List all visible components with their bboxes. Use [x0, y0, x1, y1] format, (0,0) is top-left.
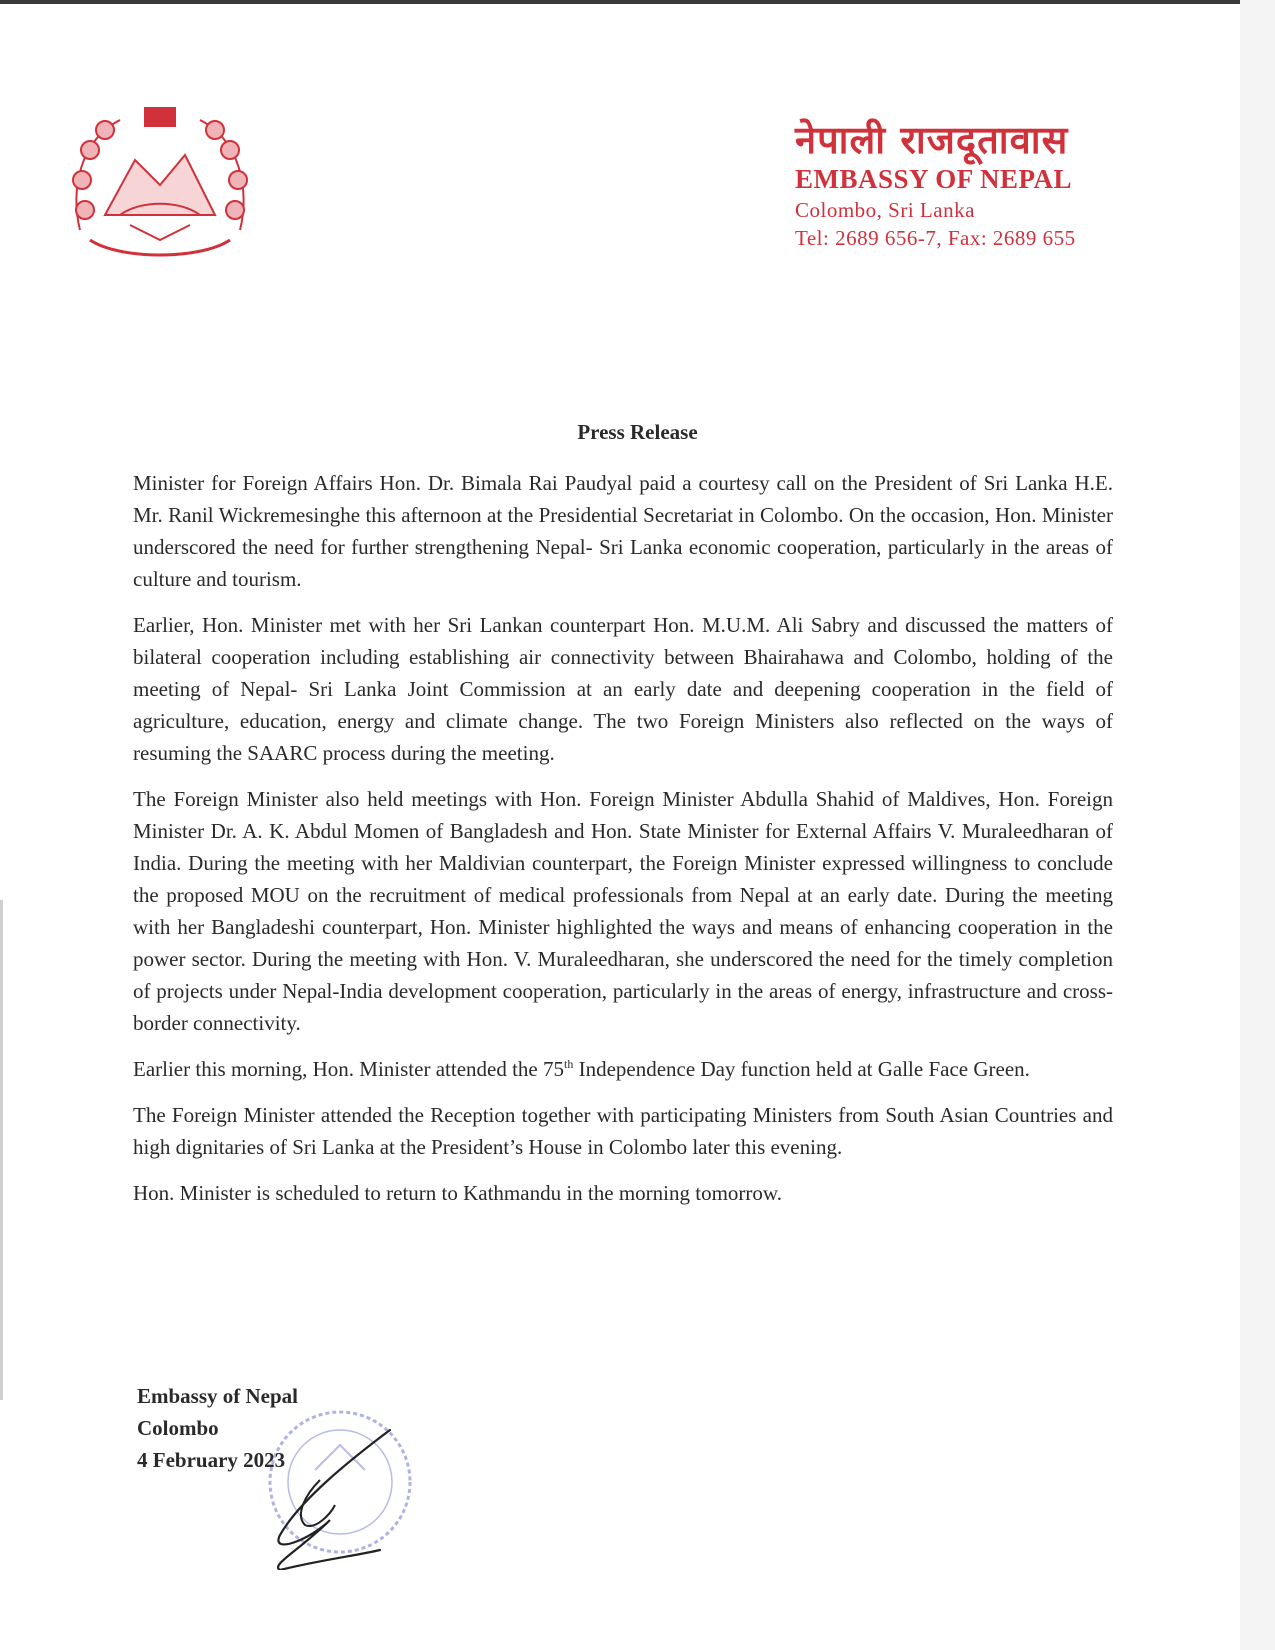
scan-top-edge	[0, 0, 1240, 4]
paragraph	[133, 1053, 1113, 1085]
letterhead-location: Colombo, Sri Lanka	[795, 198, 975, 222]
ordinal-suffix: th	[564, 1057, 574, 1071]
paragraph: Minister for Foreign Affairs Hon. Dr. Bimala Rai Paudyal paid a courtesy call on the President of Sri Lanka H.E. Mr. Ranil Wickremesinghe this afternoon at the Presidential Secretariat in Colombo. On the occasion, Hon. Minister underscored the need for further strengthening Nepal- Sri Lanka economic cooperation, particularly in the areas of culture and tourism.	[133, 471, 1113, 591]
letterhead-nepali-title: नेपाली राजदूतावास	[795, 118, 1069, 162]
letterhead-contact: Tel: 2689 656-7, Fax: 2689 655	[795, 226, 1076, 250]
paragraph-text: Earlier this morning, Hon. Minister attended the 75	[133, 1057, 564, 1081]
sign-off	[137, 1380, 298, 1476]
scan-right-margin	[1240, 0, 1275, 1650]
signoff-city: Colombo	[137, 1416, 219, 1440]
nepal-emblem-icon	[60, 100, 260, 270]
paragraph: Hon. Minister is scheduled to return to Kathmandu in the morning tomorrow.	[133, 1181, 782, 1205]
page-title: Press Release	[577, 420, 698, 444]
press-release-body	[133, 467, 1113, 1223]
signoff-organization: Embassy of Nepal	[137, 1384, 299, 1408]
paragraph: The Foreign Minister attended the Reception together with participating Ministers from South Asian Countries and high dignitaries of Sri Lanka at the President’s House in Colombo later this evening.	[133, 1103, 1113, 1159]
paragraph: The Foreign Minister also held meetings with Hon. Foreign Minister Abdulla Shahid of Maldives, Hon. Foreign Minister Dr. A. K. Abdul Momen of Bangladesh and Hon. State Minister for External Affairs V. Muraleedharan of India. During the meeting with her Maldivian counterpart, the Foreign Minister expressed willingness to conclude the proposed MOU on the recruitment of medical professionals from Nepal at an early date. During the meeting with her Bangladeshi counterpart, Hon. Minister highlighted the ways and means of enhancing cooperation in the power sector. During the meeting with Hon. V. Muraleedharan, she underscored the need for the timely completion of projects under Nepal-India development cooperation, particularly in the areas of energy, infrastructure and cross-border connectivity.	[133, 787, 1113, 1035]
letterhead-embassy-name: EMBASSY OF NEPAL	[795, 164, 1073, 194]
letterhead	[795, 118, 1076, 252]
paragraph-text: Independence Day function held at Galle Face Green.	[573, 1057, 1030, 1081]
scan-left-shadow	[0, 900, 3, 1400]
paragraph: Earlier, Hon. Minister met with her Sri Lankan counterpart Hon. M.U.M. Ali Sabry and discussed the matters of bilateral cooperation including establishing air connectivity between Bhairahawa and Colombo, holding of the meeting of Nepal- Sri Lanka Joint Commission at an early date and deepening cooperation in the field of agriculture, education, energy and climate change. The two Foreign Ministers also reflected on the ways of resuming the SAARC process during the meeting.	[133, 613, 1113, 765]
signoff-date: 4 February 2023	[137, 1448, 286, 1472]
